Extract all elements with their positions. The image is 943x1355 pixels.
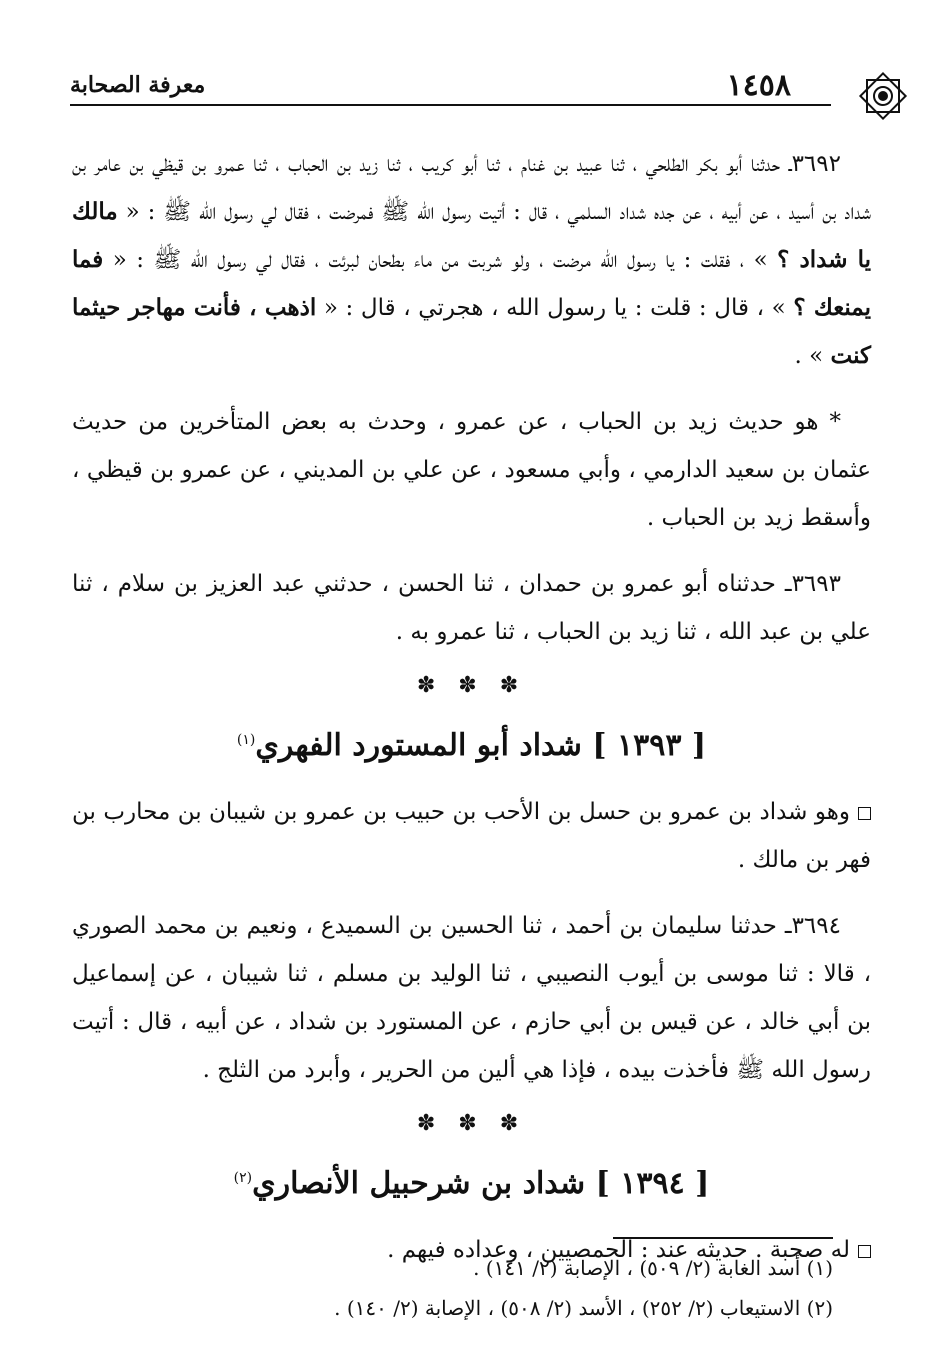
hadith-3692-text-4: » . [794, 343, 824, 369]
hadith-3692-quote-2: فما يمنعك ؟ [72, 246, 871, 321]
page-header [70, 66, 843, 106]
hadith-3692-quote-1: مالك يا شداد ؟ [72, 198, 872, 273]
editor-note: * هو حديث زيد بن الحباب ، عن عمرو ، وحدث به بعض المتأخرين من حديث عثمان بن سعيد الدارمي ، وأبي مسعود ، عن علي بن المديني ، عن عمرو بن قيظي ، وأسقط زيد بن الحباب . [72, 409, 871, 531]
bio-1393 [72, 788, 871, 884]
hadith-3692-text-1: ٣٦٩٢ـ حدثنا أبو بكر الطلحي ، ثنا عبيد بن غنام ، ثنا أبو كريب ، ثنا زيد بن الحباب ، ثنا عمرو بن قيظي بن عامر بن شداد بن أسيد ، عن أبيه ، عن جده شداد السلمي ، قال : أتيت رسول الله ﷺ فمرضت ، فقال لي رسول الله ﷺ : « [72, 151, 871, 225]
entry-heading-1393-text: [ ١٣٩٣ ] شداد أبو المستورد الفهري [255, 728, 707, 763]
hadith-3692-quote-3: اذهب ، فأنت مهاجر حيثما كنت [72, 294, 871, 369]
hadith-3693: ٣٦٩٣ـ حدثناه أبو عمرو بن حمدان ، ثنا الحسن ، حدثني عبد العزيز بن سلام ، ثنا علي بن عبد الله ، ثنا زيد بن الحباب ، ثنا عمرو به . [72, 571, 871, 645]
hadith-3694: ٣٦٩٤ـ حدثنا سليمان بن أحمد ، ثنا الحسين بن السميدع ، ونعيم بن محمد الصوري ، قالا : ثنا موسى بن أيوب النصيبي ، ثنا الوليد بن مسلم ، ثنا شيبان ، عن إسماعيل بن أبي خالد ، عن قيس بن أبي حازم ، عن المستورد بن شداد ، عن أبيه ، قال : أتيت رسول الله ﷺ فأخذت بيده ، فإذا هي ألين من الحرير ، وأبرد من الثلج . [72, 913, 871, 1083]
footnote-ref-1: (١) [236, 732, 256, 748]
entry-heading-1393 [72, 716, 871, 770]
octagram-ornament-icon [853, 66, 913, 126]
hadith-3692 [72, 140, 871, 380]
footnotes [90, 1248, 833, 1328]
bio-1394-text: له صحبة . حديثه عند : الحمصيين ، وعداده فيهم . [387, 1237, 850, 1263]
footnote-ref-2: (٢) [233, 1170, 253, 1186]
section-divider-stars: ✽ ✽ ✽ [416, 1111, 527, 1136]
hadith-3692-text-2: » ، فقلت : يا رسول الله مرضت ، ولو شربت من ماء بطحان لبرئت ، فقال لي رسول الله ﷺ : « [112, 247, 768, 273]
square-bullet-icon [858, 807, 871, 820]
square-bullet-icon [858, 1245, 871, 1258]
hadith-3692-text-3: » ، قال : قلت : يا رسول الله ، هجرتي ، قال : « [323, 295, 786, 321]
footnote-rule [613, 1237, 833, 1239]
footnote-2: (٢) الاستيعاب (٢/ ٢٥٢) ، الأسد (٢/ ٥٠٨) ، الإصابة (٢/ ١٤٠) . [334, 1296, 833, 1320]
footnote-1: (١) أسد الغابة (٢/ ٥٠٩) ، الإصابة (٢/ ١٤١) . [473, 1256, 833, 1280]
bio-1393-text: وهو شداد بن عمرو بن حسل بن الأحب بن حبيب بن عمرو بن شيبان بن محارب بن فهر بن مالك . [72, 799, 871, 873]
entry-heading-1394-text: [ ١٣٩٤ ] شداد بن شرحبيل الأنصاري [252, 1166, 710, 1201]
page-number: ١٤٥٨ [726, 68, 791, 103]
section-divider-stars: ✽ ✽ ✽ [416, 673, 527, 698]
header-rule [70, 104, 831, 106]
entry-heading-1394 [72, 1154, 871, 1208]
book-title: معرفة الصحابة [70, 72, 206, 98]
main-text [72, 140, 871, 1292]
